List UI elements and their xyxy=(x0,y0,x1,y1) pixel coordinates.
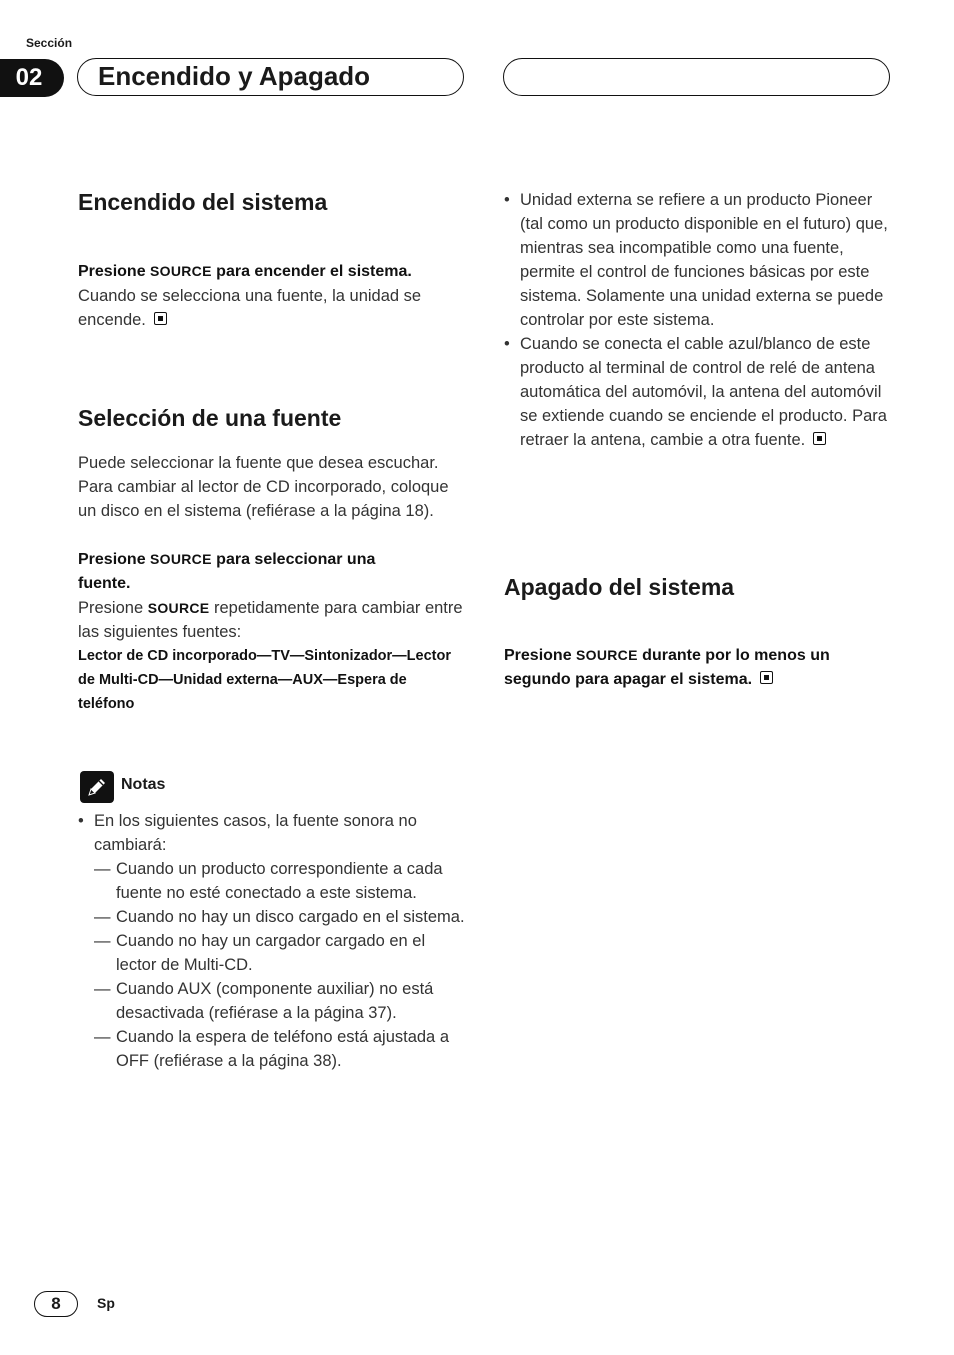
end-mark-icon xyxy=(760,671,773,684)
page-language: Sp xyxy=(97,1295,115,1311)
heading-apagado: Apagado del sistema xyxy=(504,574,735,600)
note-dash-item: — Cuando la espera de teléfono está ajustada a OFF (refiérase a la página 38). xyxy=(94,1028,449,1070)
body-encendido: Cuando se selecciona una fuente, la unidad se encende. xyxy=(78,287,422,329)
right-bullet-item: • Cuando se conecta el cable azul/blanco de este producto al terminal de control de relé de antena automática del automóvil, la antena del automóvil se extiende cuando se enciende el producto. Para retraer la antena, cambie a otra fuente. xyxy=(504,332,892,452)
pencil-note-icon xyxy=(80,771,114,803)
section-apagado xyxy=(504,573,894,692)
note-dash-item: — Cuando un producto correspondiente a cada fuente no esté conectado a este sistema. xyxy=(94,860,443,902)
body-seleccion: Presione SOURCE repetidamente para cambiar entre las siguientes fuentes: xyxy=(78,599,463,641)
section-label: Sección xyxy=(26,36,73,50)
header-empty-frame xyxy=(503,58,890,96)
page-number: 8 xyxy=(34,1291,78,1317)
chapter-title: Encendido y Apagado xyxy=(98,61,371,91)
section-seleccion xyxy=(78,404,468,716)
source-sequence: Lector de CD incorporado—TV—Sintonizador—Lector de Multi-CD—Unidad externa—AUX—Espera de teléfono xyxy=(78,648,451,712)
right-bullet-item: • Unidad externa se refiere a un producto Pioneer (tal como un producto disponible en el futuro) que, mientras sea incompatible como una fuente, permite el control de funciones básicas por este sistema. Solamente una unidad externa se puede controlar por este sistema. xyxy=(504,188,892,332)
end-mark-icon xyxy=(813,432,826,445)
section-encendido xyxy=(78,188,468,332)
section-number-badge: 02 xyxy=(0,59,64,97)
intro-seleccion: Puede seleccionar la fuente que desea escuchar. Para cambiar al lector de CD incorporado, coloque un disco en el sistema (refiérase a la página 18). xyxy=(78,454,449,520)
note-dash-item: — Cuando no hay un cargador cargado en el lector de Multi-CD. xyxy=(94,932,426,974)
heading-encendido: Encendido del sistema xyxy=(78,189,328,215)
notes-list xyxy=(78,809,466,1073)
notes-bullet: • En los siguientes casos, la fuente sonora no cambiará: xyxy=(78,809,466,857)
right-bullets xyxy=(504,188,892,452)
notes-label: Notas xyxy=(121,776,166,793)
instruction-apagado: Presione SOURCE durante por lo menos un segundo para apagar el sistema. xyxy=(504,647,830,688)
note-dash-item: — Cuando no hay un disco cargado en el sistema. xyxy=(94,908,465,926)
note-dash-item: — Cuando AUX (componente auxiliar) no está desactivada (refiérase a la página 37). xyxy=(94,980,434,1022)
instruction-encendido: Presione SOURCE para encender el sistema. xyxy=(78,263,412,280)
instruction-seleccion: Presione SOURCE para seleccionar una fuente. xyxy=(78,551,376,592)
heading-seleccion: Selección de una fuente xyxy=(78,405,342,431)
end-mark-icon xyxy=(154,312,167,325)
